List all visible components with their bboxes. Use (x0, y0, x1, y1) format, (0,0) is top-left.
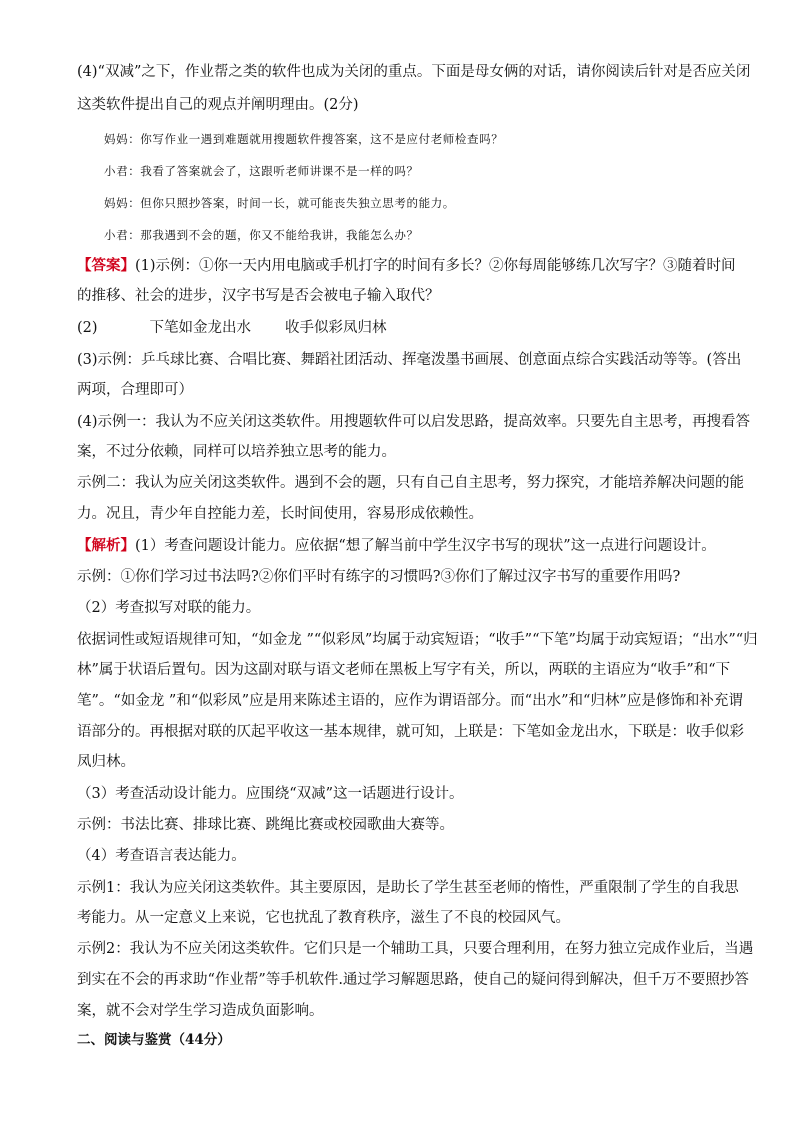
analysis-2-line-5: 凤归林。 (77, 754, 135, 770)
analysis-4-line-1: 示例1：我认为应关闭这类软件。其主要原因，是助长了学生甚至老师的惰性，严重限制了学生的自我思 (77, 880, 739, 896)
analysis-2-heading: （2）考查拟写对联的能力。 (77, 600, 261, 616)
analysis-2-line-3: 笔”。“如金龙 ”和“似彩凤”应是用来陈述主语的，应作为谓语部分。而“出水”和“归林”应是修饰和补充谓 (77, 693, 743, 709)
section-heading: 二、阅读与鉴赏（44分） (77, 1032, 231, 1048)
answer-1-line-1 (77, 256, 736, 276)
couplet-first-line: 下笔如金龙出水 (149, 320, 252, 336)
analysis-4-line-4: 到实在不会的再求助“作业帮”等手机软件.通过学习解题思路，使自己的疑问得到解决，但千万不要照抄答 (77, 972, 749, 988)
answer-1-line-2: 的推移、社会的进步，汉字书写是否会被电子输入取代？ (77, 288, 440, 304)
answer-4-line-3: 示例二：我认为应关闭这类软件。遇到不会的题，只有自己自主思考，努力探究，才能培养解决问题的能 (77, 475, 744, 491)
dialogue-line-2: 小君：我看了答案就会了，这跟听老师讲课不是一样的吗？ (104, 164, 419, 178)
analysis-2-line-1: 依据词性或短语规律可知，“如金龙 ”“似彩凤”均属于动宾短语；“收手”“下笔”均属于动宾短语；“出水”“归 (77, 632, 758, 648)
answer-4-line-1: (4)示例一：我认为不应关闭这类软件。用搜题软件可以启发思路，提高效率。只要先自主思考，再搜看答 (77, 414, 751, 430)
question-4-line-1: (4)“双减”之下，作业帮之类的软件也成为关闭的重点。下面是母女俩的对话，请你阅读后针对是否应关闭 (77, 64, 751, 80)
couplet-second-line: 收手似彩凤归林 (285, 320, 387, 336)
analysis-2-line-2: 林”属于状语后置句。因为这副对联与语文老师在黑板上写字有关，所以，两联的主语应为“收手”和“下 (77, 662, 731, 678)
answer-4-line-2: 案，不过分依赖，同样可以培养独立思考的能力。 (77, 444, 396, 460)
analysis-4-line-3: 示例2：我认为不应关闭这类软件。它们只是一个辅助工具，只要合理利用，在努力独立完成作业后，当遇 (77, 941, 754, 957)
dialogue-line-3: 妈妈：但你只照抄答案，时间一长，就可能丧失独立思考的能力。 (104, 196, 455, 210)
analysis-4-line-2: 考能力。从一定意义上来说，它也扰乱了教育秩序，滋生了不良的校园风气。 (77, 910, 570, 926)
analysis-1-text: (1）考查问题设计能力。应依据“想了解当前中学生汉字书写的现状”这一点进行问题设计。 (135, 538, 716, 554)
question-4-line-2: 这类软件提出自己的观点并阐明理由。(2分) (77, 97, 359, 113)
answer-1-questions: ①你一天内用电脑或手机打字的时间有多长？②你每周能够练几次写字？③随着时间 (199, 258, 736, 274)
answer-1-prefix: (1)示例： (135, 258, 200, 274)
analysis-3-example: 示例：书法比赛、排球比赛、跳绳比赛或校园歌曲大赛等。 (77, 817, 454, 833)
answer-3-line-2: 两项，合理即可） (77, 382, 193, 398)
dialogue-line-4: 小君：那我遇到不会的题，你又不能给我讲，我能怎么办？ (104, 228, 419, 242)
analysis-label: 【解析】 (77, 537, 135, 554)
analysis-1-line (77, 536, 716, 556)
answer-3-line-1: (3)示例：乒乓球比赛、合唱比赛、舞蹈社团活动、挥毫泼墨书画展、创意面点综合实践活动等等。(答出 (77, 352, 742, 368)
answer-2-line (77, 318, 387, 338)
analysis-2-line-4: 语部分的。再根据对联的仄起平收这一基本规律，就可知，上联是：下笔如金龙出水，下联是：收手似彩 (77, 724, 744, 740)
dialogue-line-1: 妈妈：你写作业一遇到难题就用搜题软件搜答案，这不是应付老师检查吗？ (104, 132, 504, 146)
analysis-4-line-5: 案，就不会对学生学习造成负面影响。 (77, 1003, 324, 1019)
answer-2-number: (2) (77, 320, 98, 336)
analysis-4-heading: （4）考查语言表达能力。 (77, 848, 246, 864)
answer-4-line-4: 力。况且，青少年自控能力差，长时间使用，容易形成依赖性。 (77, 506, 483, 522)
analysis-3-heading: （3）考查活动设计能力。应围绕“双减”这一话题进行设计。 (77, 786, 464, 802)
answer-label: 【答案】 (77, 257, 135, 274)
analysis-1-example: 示例：①你们学习过书法吗?②你们平时有练字的习惯吗?③你们了解过汉字书写的重要作用吗? (77, 569, 681, 585)
